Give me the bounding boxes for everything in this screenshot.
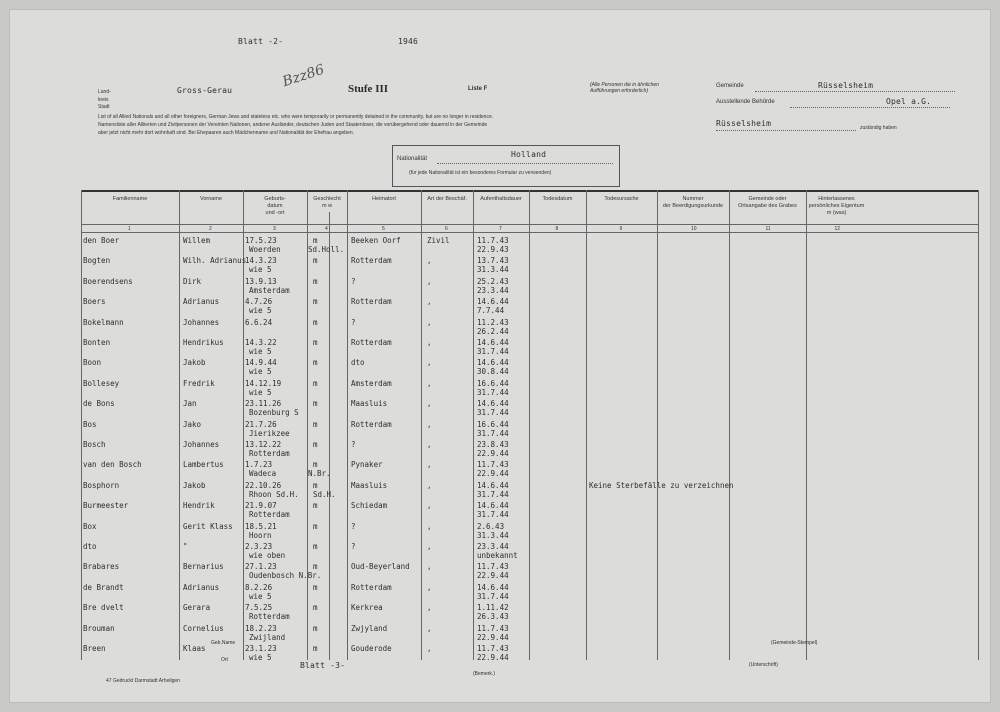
row-birthdate: 7.5.25 bbox=[245, 603, 273, 613]
row-stay-to: 31.7.44 bbox=[477, 428, 509, 438]
row-occupation: , bbox=[427, 501, 432, 511]
row-surname: Burmeester bbox=[83, 501, 129, 511]
row-firstname: Jako bbox=[183, 419, 202, 429]
row-stay-to: 31.7.44 bbox=[477, 591, 509, 601]
column-number: 9 bbox=[619, 226, 623, 232]
row-occupation: , bbox=[427, 419, 432, 429]
row-sex: m bbox=[313, 358, 318, 368]
row-surname: den Boer bbox=[83, 236, 120, 245]
table-body-rule bbox=[81, 232, 979, 233]
row-stay-to: 22.9.44 bbox=[477, 469, 509, 479]
row-annotation: Geb.Name bbox=[211, 640, 236, 646]
row-stay-from: 11.2.43 bbox=[477, 317, 509, 327]
row-firstname: Adrianus bbox=[183, 297, 220, 307]
handwritten-mark: Bzz86 bbox=[280, 61, 327, 91]
intro-line-3: aber jetzt nicht mehr dort wohnhaft sind. Bei Ehepaaren auch Mädchenname und Nationalität der Ehefrau angeben. bbox=[98, 130, 354, 136]
row-birthplace: Wadeca bbox=[249, 469, 277, 479]
row-hometown: ? bbox=[351, 542, 356, 551]
row-surname: Boers bbox=[83, 297, 106, 307]
row-stay-from: 2.6.43 bbox=[477, 521, 505, 531]
row-stay-to: 22.9.44 bbox=[477, 449, 509, 458]
row-surname: Bre dvelt bbox=[83, 603, 124, 613]
row-hometown: ? bbox=[351, 276, 356, 286]
row-birthplace: Rhoon Sd.H. bbox=[249, 489, 299, 499]
row-stay-to: 31.7.44 bbox=[477, 347, 509, 356]
row-sex: m bbox=[313, 297, 318, 307]
row-occupation: , bbox=[427, 399, 432, 409]
row-stay-to: 31.7.44 bbox=[477, 510, 509, 520]
row-sex: m bbox=[313, 378, 318, 388]
row-stay-from: 11.7.43 bbox=[477, 460, 509, 470]
row-sex: m bbox=[313, 399, 318, 409]
row-stay-from: 14.6.44 bbox=[477, 297, 509, 307]
row-firstname: Hendrikus bbox=[183, 338, 224, 347]
row-birthplace: Oudenbosch N.Br. bbox=[249, 571, 322, 581]
document-sheet bbox=[10, 10, 990, 702]
column-number: 12 bbox=[834, 226, 841, 232]
row-occupation: , bbox=[427, 358, 432, 368]
row-birthdate: 4.7.26 bbox=[245, 297, 273, 307]
row-sex: m bbox=[313, 480, 318, 490]
row-surname: Bosch bbox=[83, 440, 106, 449]
row-stay-to: 22.9.43 bbox=[477, 245, 509, 254]
column-divider bbox=[729, 190, 730, 660]
footer-label: (Bemerk.) bbox=[473, 671, 495, 677]
row-firstname: Fredrik bbox=[183, 378, 215, 388]
row-annotation: Sd.Holl. bbox=[308, 245, 345, 254]
row-stay-from: 11.7.43 bbox=[477, 623, 509, 633]
row-stay-from: 14.6.44 bbox=[477, 501, 509, 511]
row-birthplace: wie oben bbox=[249, 551, 286, 560]
row-stay-from: 23.3.44 bbox=[477, 542, 509, 551]
column-divider bbox=[473, 190, 474, 660]
gemeinde-line bbox=[755, 91, 955, 92]
row-stay-to: 26.3.43 bbox=[477, 612, 509, 622]
row-sex: m bbox=[313, 256, 318, 266]
row-firstname: Jan bbox=[183, 399, 197, 409]
row-hometown: Schiedam bbox=[351, 501, 388, 511]
row-surname: Breen bbox=[83, 644, 106, 653]
row-birthplace: wie 5 bbox=[249, 653, 272, 662]
column-header: Todesursache bbox=[604, 196, 639, 202]
row-annotation: N.Br. bbox=[308, 469, 331, 479]
column-header: Aufenthaltsdauer bbox=[480, 196, 522, 202]
column-divider bbox=[179, 190, 180, 660]
row-birthdate: 13.12.22 bbox=[245, 440, 282, 449]
row-stay-to: 30.8.44 bbox=[477, 367, 509, 377]
row-birthplace: Rotterdam bbox=[249, 612, 290, 622]
table-number-rule bbox=[81, 224, 979, 225]
row-hometown: Gouderode bbox=[351, 644, 392, 653]
table-left-border bbox=[81, 190, 82, 660]
row-hometown: Kerkrea bbox=[351, 603, 383, 613]
row-surname: Boerendsens bbox=[83, 276, 133, 286]
row-surname: Bonten bbox=[83, 338, 111, 347]
row-occupation: , bbox=[427, 582, 432, 592]
row-birthdate: 14.3.23 bbox=[245, 256, 277, 266]
nationality-box bbox=[392, 145, 620, 187]
row-stay-to: 22.9.44 bbox=[477, 653, 509, 662]
row-birthplace: wie 5 bbox=[249, 265, 272, 275]
row-stay-to: 31.7.44 bbox=[477, 489, 509, 499]
column-number: 10 bbox=[691, 226, 697, 232]
row-firstname: Hendrik bbox=[183, 501, 215, 511]
row-occupation: , bbox=[427, 603, 432, 613]
ort-line bbox=[716, 130, 856, 131]
row-birthdate: 13.9.13 bbox=[245, 276, 277, 286]
landkreis-label: Land- kreis bbox=[98, 89, 111, 103]
row-occupation: , bbox=[427, 521, 432, 531]
row-firstname: Jakob bbox=[183, 480, 206, 490]
column-header: Nummer der Beerdigungsurkunde bbox=[662, 196, 724, 209]
year: 1946 bbox=[398, 37, 419, 46]
ort-value: Rüsselsheim bbox=[716, 119, 772, 128]
arbeitgeber-value: Opel a.G. bbox=[886, 97, 932, 106]
row-occupation: , bbox=[427, 338, 432, 347]
column-divider bbox=[806, 190, 807, 660]
row-firstname: Klaas bbox=[183, 644, 206, 653]
row-firstname: Adrianus bbox=[183, 582, 220, 592]
row-birthplace: Woerden bbox=[249, 245, 281, 254]
row-surname: Boon bbox=[83, 358, 102, 368]
row-annotation: Sd.H. bbox=[313, 489, 336, 499]
stadt-label: Stadt bbox=[98, 104, 110, 110]
column-header: Familienname bbox=[112, 196, 148, 202]
row-stay-from: 25.2.43 bbox=[477, 276, 509, 286]
row-birthdate: 21.7.26 bbox=[245, 419, 277, 429]
row-hometown: Zwjyland bbox=[351, 623, 388, 633]
row-firstname: Lambertus bbox=[183, 460, 224, 470]
row-surname: de Brandt bbox=[83, 582, 124, 592]
row-surname: dto bbox=[83, 542, 97, 551]
column-number: 7 bbox=[499, 226, 502, 232]
row-firstname: Willem bbox=[183, 236, 211, 245]
row-occupation: , bbox=[427, 623, 432, 633]
row-hometown: Rotterdam bbox=[351, 419, 392, 429]
row-stay-from: 14.6.44 bbox=[477, 399, 509, 409]
row-sex: m bbox=[313, 440, 318, 449]
row-firstname: Johannes bbox=[183, 440, 220, 449]
intro-line-2: Namensliste aller Alliierten und Zivilpersonen der Vereinten Nationen, anderer Ausländer, deutschen Juden und Staatenloser, die vorübergehend oder dauernd in der Gemeinde bbox=[98, 122, 488, 128]
row-stay-to: 22.9.44 bbox=[477, 632, 509, 642]
column-header: Heimatort bbox=[372, 196, 396, 202]
arbeitgeber-line bbox=[790, 107, 950, 108]
kreis-value: Gross-Gerau bbox=[177, 86, 233, 95]
column-divider bbox=[347, 190, 348, 660]
row-stay-from: 14.6.44 bbox=[477, 480, 509, 490]
row-hometown: Pynaker bbox=[351, 460, 383, 470]
row-stay-from: 13.7.43 bbox=[477, 256, 509, 266]
row-hometown: Beeken Oorf bbox=[351, 236, 401, 245]
row-hometown: Rotterdam bbox=[351, 297, 392, 307]
row-birthdate: 14.3.22 bbox=[245, 338, 277, 347]
row-hometown: Rotterdam bbox=[351, 338, 392, 347]
row-hometown: Oud-Beyerland bbox=[351, 562, 410, 572]
row-stay-to: 22.9.44 bbox=[477, 571, 509, 581]
row-annotation: Ort bbox=[221, 657, 228, 663]
column-header: Vorname bbox=[199, 196, 222, 202]
intro-line-1: List of all Allied Nationals and all other foreigners, German Jews and stateless etc. who were temporarily or permanently detained in the community, but are no longer in residence. bbox=[98, 114, 494, 120]
row-firstname: Jakob bbox=[183, 358, 206, 368]
row-birthplace: wie 5 bbox=[249, 591, 272, 601]
row-firstname: Wilh. Adrianus bbox=[183, 256, 247, 266]
row-stay-to: 31.3.44 bbox=[477, 530, 509, 540]
row-surname: Brouman bbox=[83, 623, 115, 633]
row-surname: Bosphorn bbox=[83, 480, 120, 490]
row-birthplace: wie 5 bbox=[249, 347, 272, 356]
row-birthplace: Jierikzee bbox=[249, 428, 290, 438]
column-number: 6 bbox=[445, 226, 448, 232]
row-stay-to: unbekannt bbox=[477, 551, 518, 560]
row-occupation: Zivil bbox=[427, 236, 450, 245]
row-firstname: Bernarius bbox=[183, 562, 224, 572]
column-header: Gemeinde oder Ortsangabe des Grabes bbox=[738, 196, 797, 209]
row-stay-from: 11.7.43 bbox=[477, 644, 509, 653]
row-occupation: , bbox=[427, 317, 432, 327]
row-hometown: ? bbox=[351, 440, 356, 449]
row-sex: m bbox=[313, 236, 318, 245]
row-sex: m bbox=[313, 276, 318, 286]
row-birthdate: 6.6.24 bbox=[245, 317, 273, 327]
row-sex: m bbox=[313, 338, 318, 347]
column-header: Hinterlassenes persönliches Eigentum m (was) bbox=[808, 196, 865, 216]
row-surname: Bogten bbox=[83, 256, 111, 266]
row-sex: m bbox=[313, 521, 318, 531]
row-birthplace: Bozenburg S bbox=[249, 408, 299, 418]
gemeinde-label: Gemeinde bbox=[716, 83, 744, 89]
row-hometown: ? bbox=[351, 521, 356, 531]
row-stay-from: 11.7.43 bbox=[477, 236, 509, 245]
row-birthplace: wie 5 bbox=[249, 367, 272, 377]
row-hometown: ? bbox=[351, 317, 356, 327]
death-cause-note: Keine Sterbefälle zu verzeichnen bbox=[589, 480, 734, 490]
row-stay-from: 1.11.42 bbox=[477, 603, 509, 613]
nationality-note: (für jede Nationalität ist ein besonderes Formular zu verwenden) bbox=[409, 170, 552, 176]
printer-note: 47 Gedruckt Darmstadt Arheilgen bbox=[106, 678, 180, 684]
row-surname: Bos bbox=[83, 419, 97, 429]
sheet-number: Blatt -2- bbox=[238, 37, 284, 46]
row-surname: Bokelmann bbox=[83, 317, 124, 327]
row-hometown: Amsterdam bbox=[351, 378, 392, 388]
row-hometown: Rotterdam bbox=[351, 582, 392, 592]
row-sex: m bbox=[313, 644, 318, 653]
row-birthdate: 27.1.23 bbox=[245, 562, 277, 572]
column-number: 2 bbox=[209, 226, 212, 232]
column-number: 1 bbox=[128, 226, 131, 232]
row-birthdate: 14.12.19 bbox=[245, 378, 282, 388]
liste-label: Liste F bbox=[468, 86, 488, 92]
row-sex: m bbox=[313, 562, 318, 572]
row-occupation: , bbox=[427, 480, 432, 490]
row-birthplace: Rotterdam bbox=[249, 449, 290, 458]
column-number: 4 bbox=[325, 226, 328, 232]
arbeitgeber-label: Ausstellende Behörde bbox=[716, 99, 775, 105]
row-occupation: , bbox=[427, 440, 432, 449]
nationality-label: Nationalität bbox=[397, 156, 428, 162]
table-top-rule bbox=[81, 190, 979, 192]
row-birthdate: 22.10.26 bbox=[245, 480, 282, 490]
row-occupation: , bbox=[427, 562, 432, 572]
nationality-line bbox=[437, 163, 613, 164]
row-hometown: Maasluis bbox=[351, 399, 388, 409]
column-header: Art der Beschäf. bbox=[427, 196, 467, 202]
row-sex: m bbox=[313, 419, 318, 429]
row-birthdate: 8.2.26 bbox=[245, 582, 273, 592]
ort-suffix: zuständig haben bbox=[860, 125, 897, 131]
column-divider bbox=[329, 212, 330, 660]
row-occupation: , bbox=[427, 297, 432, 307]
row-stay-to: 23.3.44 bbox=[477, 285, 509, 295]
column-number: 11 bbox=[765, 226, 771, 232]
row-firstname: Dirk bbox=[183, 276, 202, 286]
stufe-title: Stufe III bbox=[348, 83, 389, 95]
column-header: Geschlecht m w bbox=[313, 196, 341, 209]
row-firstname: Gerit Klass bbox=[183, 521, 233, 531]
column-divider bbox=[586, 190, 587, 660]
row-hometown: Maasluis bbox=[351, 480, 388, 490]
row-surname: van den Bosch bbox=[83, 460, 142, 470]
row-occupation: , bbox=[427, 460, 432, 470]
row-stay-from: 14.6.44 bbox=[477, 582, 509, 592]
column-number: 5 bbox=[382, 226, 385, 232]
row-birthdate: 21.9.07 bbox=[245, 501, 277, 511]
row-sex: m bbox=[313, 542, 318, 551]
row-stay-from: 16.6.44 bbox=[477, 419, 509, 429]
row-stay-to: 31.7.44 bbox=[477, 408, 509, 418]
column-header: Todesdatum bbox=[542, 196, 573, 202]
row-occupation: , bbox=[427, 276, 432, 286]
row-occupation: , bbox=[427, 644, 432, 653]
row-firstname: Johannes bbox=[183, 317, 220, 327]
row-sex: m bbox=[313, 317, 318, 327]
row-firstname: Gerara bbox=[183, 603, 211, 613]
column-number: 3 bbox=[273, 226, 276, 232]
column-divider bbox=[307, 190, 308, 660]
row-surname: Brabares bbox=[83, 562, 120, 572]
column-header: Geburts- datum und -ort bbox=[264, 196, 286, 216]
row-firstname: Cornelius bbox=[183, 623, 224, 633]
row-birthdate: 1.7.23 bbox=[245, 460, 273, 470]
row-birthdate: 23.1.23 bbox=[245, 644, 277, 653]
row-sex: m bbox=[313, 460, 318, 470]
note-right: (Alle Personen die in ähnlichen Aufführungen erforderlich) bbox=[590, 82, 659, 94]
row-birthplace: Hoorn bbox=[249, 530, 272, 540]
column-divider bbox=[421, 190, 422, 660]
row-hometown: Rotterdam bbox=[351, 256, 392, 266]
row-birthdate: 23.11.26 bbox=[245, 399, 282, 409]
column-divider bbox=[529, 190, 530, 660]
row-sex: m bbox=[313, 582, 318, 592]
row-birthdate: 17.5.23 bbox=[245, 236, 277, 245]
row-sex: m bbox=[313, 623, 318, 633]
footer-label: (Unterschrift) bbox=[749, 662, 778, 668]
row-stay-to: 31.7.44 bbox=[477, 387, 509, 397]
row-occupation: , bbox=[427, 378, 432, 388]
row-birthdate: 2.3.23 bbox=[245, 542, 273, 551]
nationality-value: Holland bbox=[511, 150, 547, 159]
row-occupation: , bbox=[427, 542, 432, 551]
row-stay-from: 11.7.43 bbox=[477, 562, 509, 572]
next-sheet: Blatt -3- bbox=[300, 661, 346, 670]
row-birthplace: Zwijland bbox=[249, 632, 286, 642]
row-birthplace: wie 5 bbox=[249, 306, 272, 316]
row-surname: Box bbox=[83, 521, 97, 531]
row-birthdate: 14.9.44 bbox=[245, 358, 277, 368]
gemeinde-value: Rüsselsheim bbox=[818, 81, 874, 90]
row-birthplace: Rotterdam bbox=[249, 510, 290, 520]
column-number: 8 bbox=[555, 226, 559, 232]
row-stay-to: 31.3.44 bbox=[477, 265, 509, 275]
row-surname: de Bons bbox=[83, 399, 115, 409]
column-divider bbox=[657, 190, 658, 660]
row-stay-from: 14.6.44 bbox=[477, 338, 509, 347]
row-stay-from: 14.6.44 bbox=[477, 358, 509, 368]
row-occupation: , bbox=[427, 256, 432, 266]
row-hometown: dto bbox=[351, 358, 365, 368]
row-surname: Bollesey bbox=[83, 378, 120, 388]
row-birthplace: wie 5 bbox=[249, 387, 272, 397]
row-stay-from: 23.8.43 bbox=[477, 440, 509, 449]
footer-label: (Gemeinde-Stempel) bbox=[771, 640, 818, 646]
row-stay-to: 7.7.44 bbox=[477, 306, 505, 316]
row-stay-from: 16.6.44 bbox=[477, 378, 509, 388]
row-stay-to: 26.2.44 bbox=[477, 326, 509, 336]
row-firstname: " bbox=[183, 542, 188, 551]
row-birthdate: 18.5.21 bbox=[245, 521, 277, 531]
row-birthdate: 18.2.23 bbox=[245, 623, 277, 633]
row-birthplace: Amsterdam bbox=[249, 285, 290, 295]
row-sex: m bbox=[313, 603, 318, 613]
row-sex: m bbox=[313, 501, 318, 511]
table-right-border bbox=[978, 190, 979, 660]
